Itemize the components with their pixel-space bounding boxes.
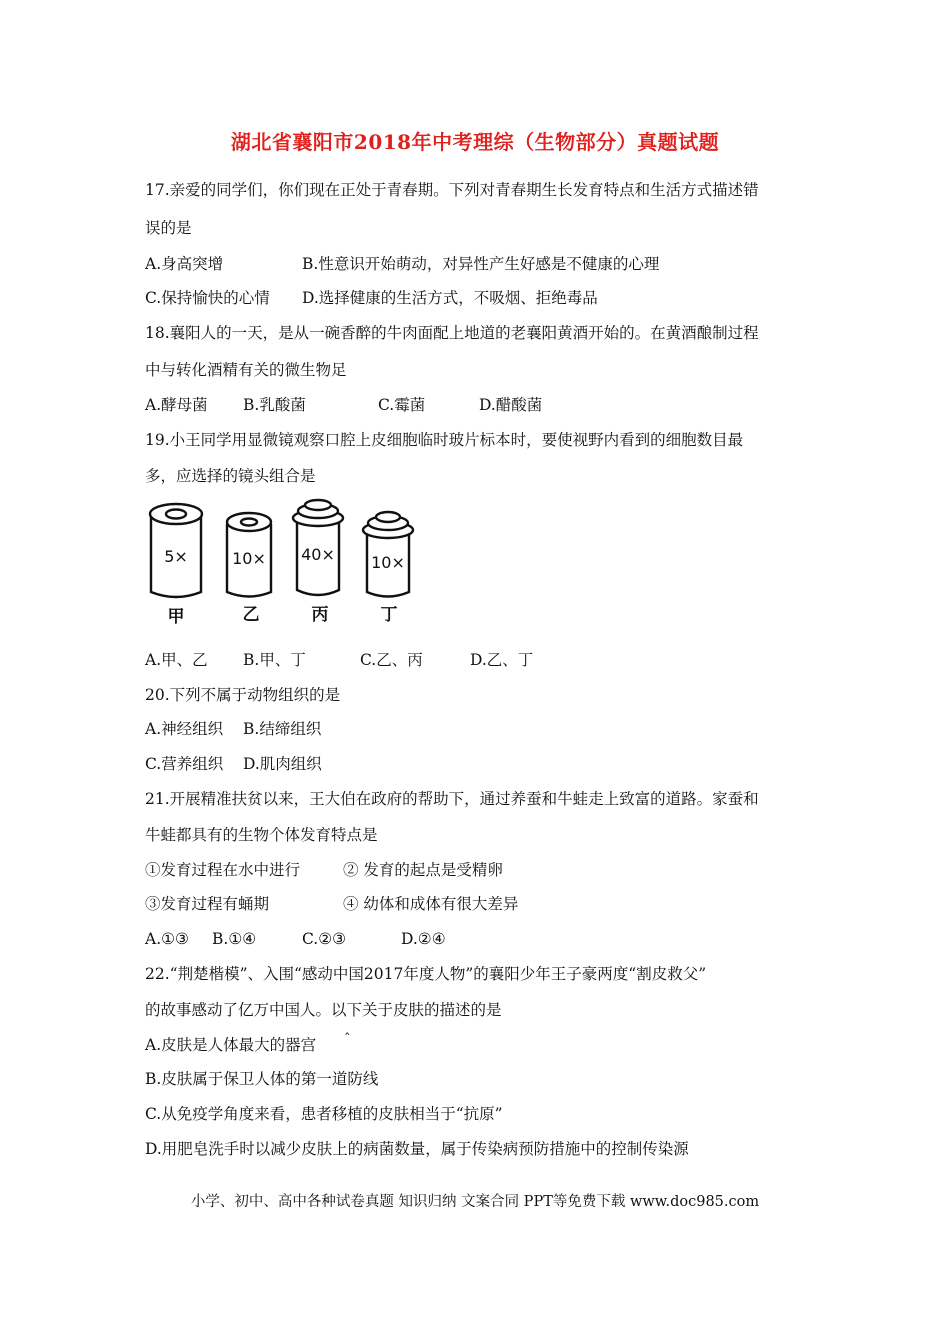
q21-stem-line2: 牛蛙都具有的生物个体发育特点是	[145, 826, 378, 844]
stray-caret-mark: ˆ	[344, 1032, 351, 1047]
q19-option-c: C.乙、丙	[360, 651, 423, 669]
q21-option-b: B.①④	[212, 930, 257, 948]
q21-stem-line1: 21.开展精准扶贫以来，王大伯在政府的帮助下，通过养蚕和牛蛙走上致富的道路。家蚕和	[145, 790, 759, 808]
q21-option-d: D.②④	[401, 930, 446, 948]
lens-yi-mag: 10×	[232, 549, 266, 568]
lens-yi-label: 乙	[242, 605, 260, 625]
q22-stem-line2: 的故事感动了亿万中国人。以下关于皮肤的描述的是	[145, 1001, 502, 1019]
q19-stem-line2: 多，应选择的镜头组合是	[145, 467, 316, 485]
q22-option-d: D.用肥皂洗手时以减少皮肤上的病菌数量，属于传染病预防措施中的控制传染源	[145, 1140, 689, 1158]
q18-option-d: D.醋酸菌	[479, 396, 543, 414]
lens-jia-mag: 5×	[164, 547, 188, 566]
q18-option-a: A.酵母菌	[145, 396, 208, 414]
q21-option-a: A.①③	[145, 930, 189, 948]
q21-statement-1: ①发育过程在水中进行	[145, 861, 301, 879]
microscope-lens-figure	[145, 496, 435, 631]
page-footer: 小学、初中、高中各种试卷真题 知识归纳 文案合同 PPT等免费下载 www.doc985.com	[190, 1194, 760, 1210]
q18-stem-line1: 18.襄阳人的一天，是从一碗香醉的牛肉面配上地道的老襄阳黄酒开始的。在黄酒酿制过程	[145, 324, 759, 342]
q17-option-a: A.身高突增	[145, 255, 224, 273]
lens-ding-label: 丁	[380, 605, 398, 625]
q17-stem-line1: 17.亲爱的同学们，你们现在正处于青春期。下列对青春期生长发育特点和生活方式描述错	[145, 181, 759, 199]
q20-stem: 20.下列不属于动物组织的是	[145, 686, 341, 704]
q22-stem-line1: 22.“荆楚楷模”、入围“感动中国2017年度人物”的襄阳少年王子豪两度“割皮救父”	[145, 965, 707, 983]
lens-bing-mag: 40×	[301, 545, 335, 564]
q22-option-b: B.皮肤属于保卫人体的第一道防线	[145, 1070, 379, 1088]
q19-option-b: B.甲、丁	[243, 651, 306, 669]
q20-option-d: D.肌肉组织	[243, 755, 322, 773]
q20-option-a: A.神经组织	[145, 720, 224, 738]
page-title: 湖北省襄阳市2018年中考理综（生物部分）真题试题	[230, 130, 720, 154]
q19-option-a: A.甲、乙	[145, 651, 208, 669]
q20-option-c: C.营养组织	[145, 755, 224, 773]
q17-option-b: B.性意识开始萌动，对异性产生好感是不健康的心理	[302, 255, 660, 273]
q18-option-c: C.霉菌	[378, 396, 426, 414]
q21-statement-4: ④ 幼体和成体有很大差异	[343, 895, 519, 913]
q21-option-c: C.②③	[302, 930, 347, 948]
q22-option-a: A.皮肤是人体最大的器宫	[145, 1036, 317, 1054]
q21-statement-2: ② 发育的起点是受精卵	[343, 861, 503, 879]
lens-ding-mag: 10×	[371, 553, 405, 572]
lens-jia-label: 甲	[167, 607, 185, 627]
q17-option-c: C.保持愉快的心情	[145, 289, 270, 307]
q18-stem-line2: 中与转化酒精有关的微生物足	[145, 361, 347, 379]
q22-option-c: C.从免疫学角度来看，患者移植的皮肤相当于“抗原”	[145, 1105, 503, 1123]
q20-option-b: B.结缔组织	[243, 720, 322, 738]
q19-stem-line1: 19.小王同学用显微镜观察口腔上皮细胞临时玻片标本时，要使视野内看到的细胞数目最	[145, 431, 744, 449]
q17-stem-line2: 误的是	[145, 219, 192, 237]
q17-option-d: D.选择健康的生活方式，不吸烟、拒绝毒品	[302, 289, 598, 307]
lens-bing-label: 丙	[311, 605, 329, 625]
q18-option-b: B.乳酸菌	[243, 396, 306, 414]
q19-option-d: D.乙、丁	[470, 651, 534, 669]
q21-statement-3: ③发育过程有蛹期	[145, 895, 270, 913]
